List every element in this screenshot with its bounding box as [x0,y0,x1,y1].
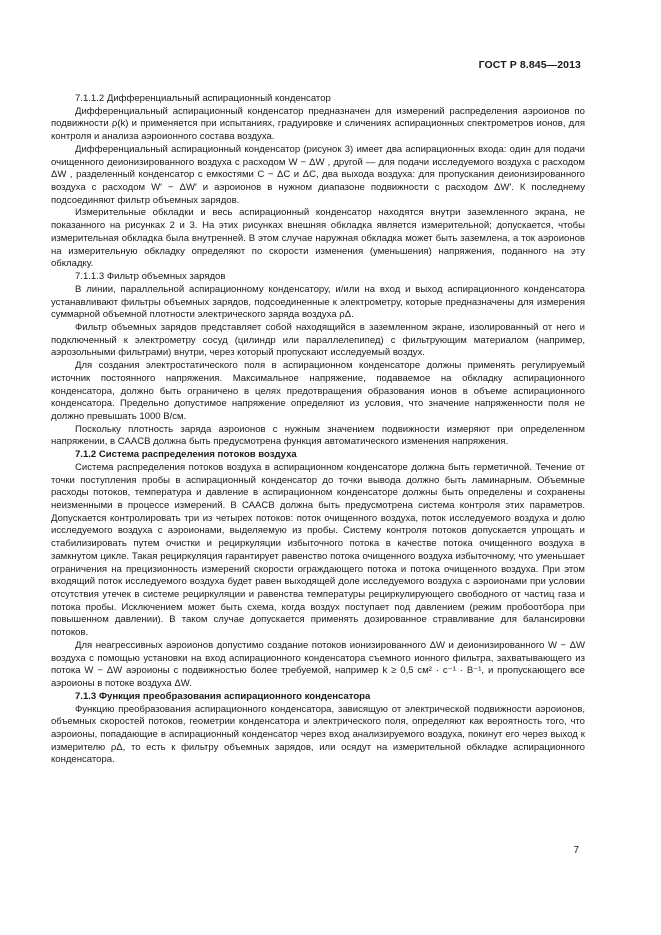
document-code: ГОСТ Р 8.845—2013 [478,59,581,71]
paragraph: Функцию преобразования аспирационного конденсатора, зависящую от электрической подвижности аэроионов, объемных скоростей потоков, геометрии конденсатора и электрического поля, определяют как вероятность того, что аэроионы, попадающие в аспирационный конденсатор через вход анализируемого воздуха, покинут его через выход к измерителю ρΔ, то есть к фильтру объемных зарядов, или осядут на измерительной обкладке аспирационного конденсатора. [51,703,585,766]
page-number: 7 [573,845,579,856]
paragraph: Поскольку плотность заряда аэроионов с нужным значением подвижности измеряют при определенном напряжении, в САACB должна быть предусмотрена функция автоматического изменения напряжения. [51,423,585,448]
paragraph: Фильтр объемных зарядов представляет собой находящийся в заземленном экране, изолированный от него и подключенный к электрометру сосуд (цилиндр или параллелепипед) с фильтрующим материалом (например, аэрозольными фильтрами) внутри, через который пропускают исследуемый воздух. [51,321,585,359]
section-heading-7-1-2: 7.1.2 Система распределения потоков воздуха [75,449,297,461]
paragraph: Дифференциальный аспирационный конденсатор предназначен для измерений распределения аэроионов по подвижности ρ(k) и применяется при испытаниях, градуировке и сличениях аспирационных спектрометров ионов, для контроля и анализа аэроионного состава воздуха. [51,105,585,143]
section-heading-7-1-1-3: 7.1.1.3 Фильтр объемных зарядов [75,271,226,283]
paragraph: Для неагрессивных аэроионов допустимо создание потоков ионизированного ΔW и деионизированного W − ΔW воздуха с помощью установки на вход аспирационного конденсатора съемного ионного фильтра, захватывающего из потока W − ΔW аэроионы с подвижностью более требуемой, например k ≥ 0,5 см² · с⁻¹ · В⁻¹, и пропускающего все аэроионы в потоке воздуха ΔW. [51,639,585,690]
section-heading-7-1-3: 7.1.3 Функция преобразования аспирационного конденсатора [75,690,371,702]
paragraph: Система распределения потоков воздуха в аспирационном конденсаторе должна быть герметичной. Течение от точки поступления пробы в аспирационный конденсатор до точки вывода должно быть ламинарным. Объемные расходы потоков, температура и давление в аспирационном конденсаторе должны быть определены и сохранены неизменными в процессе измерений. В САACB должна быть предусмотрена система контроля этих параметров. Допускается контролировать три из четырех потоков: поток очищенного воздуха, поток исследуемого воздуха и долю исследуемого воздуха с аэроионами, выделяемую из пробы. Систему контроля потоков допускается упрощать и стабилизировать путем очистки и рециркуляции избыточного потока в качестве потока очищенного воздуха в замкнутом цикле. Такая рециркуляция гарантирует равенство потока очищенного воздуха избыточному, что уменьшает ограничения на прецизионность измерений скорости ограждающего потока и потока очищенного воздуха. При этом входящий поток исследуемого воздуха будет равен выходящей доле исследуемого воздуха с аэроионами при условии отсутствия утечек в системе рециркуляции и равенства температуры рециркулирующего свободного от частиц газа и потока пробы. Исключением может быть схема, когда воздух поступает под давлением (режим пробоотбора при повышенном давлении). В таком случае допускается применять дозированное стравливание для балансировки потоков. [51,461,585,639]
document-body [51,93,585,767]
paragraph: В линии, параллельной аспирационному конденсатору, и/или на вход и выход аспирационного конденсатора устанавливают фильтры объемных зарядов, подсоединенные к электрометру, которые предназначены для измерения суммарной объемной плотности электрического заряда воздуха ρΔ. [51,283,585,321]
section-heading-7-1-1-2: 7.1.1.2 Дифференциальный аспирационный конденсатор [75,93,331,104]
paragraph: Измерительные обкладки и весь аспирационный конденсатор находятся внутри заземленного экрана, не показанного на рисунках 2 и 3. На этих рисунках внешняя обкладка является измерительной; допускается, чтобы измерительная обкладка была внутренней. В этом случае наружная обкладка может быть заземлена, а ток аэроионов на измерительную обкладку определяют по скорости изменения (уменьшения) напряжения, поданного на эту обкладку. [51,207,585,270]
paragraph: Дифференциальный аспирационный конденсатор (рисунок 3) имеет два аспирационных входа: один для подачи очищенного деионизированного воздуха с расходом W − ΔW , другой — для подачи исследуемого воздуха с расходом ΔW , разделенный конденсатор с емкостями C − ΔC и ΔC, два выхода воздуха: для пропускания деионизированного воздуха с расходом W′ − ΔW′ и аэроионов в нужном диапазоне подвижности с расходом ΔW′. К последнему подсоединяют фильтр объемных зарядов. [51,143,585,206]
paragraph: Для создания электростатического поля в аспирационном конденсаторе должны применять регулируемый источник постоянного напряжения. Максимальное напряжение, подаваемое на обкладку аспирационного конденсатора, должно быть ограничено в целях предотвращения образования ионов в объеме аспирационного конденсатора. Предельно допустимое напряжение определяют из условия, что значение напряженности поля не должно превышать 1000 В/см. [51,360,585,422]
